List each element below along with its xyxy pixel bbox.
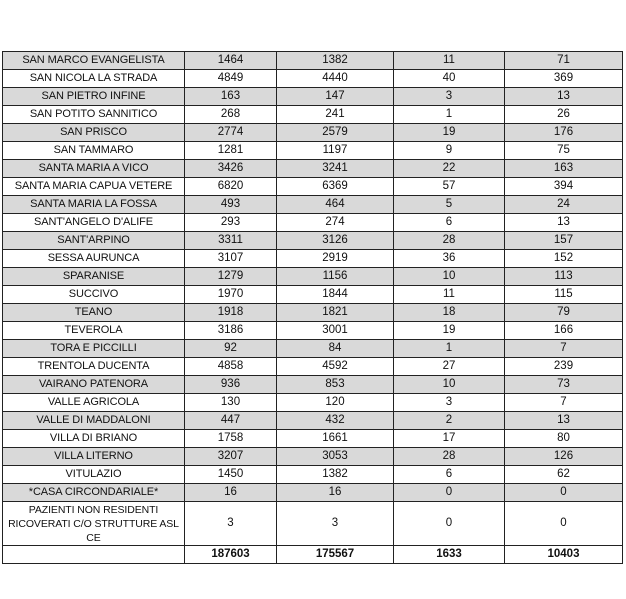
table-row [3, 502, 623, 546]
value-cell-2: 3241 [277, 160, 394, 178]
value-cell-1: 447 [185, 412, 277, 430]
value-cell-3: 19 [394, 124, 505, 142]
municipality-name-cell: SANTA MARIA A VICO [3, 160, 185, 178]
value-cell-2: 2579 [277, 124, 394, 142]
municipality-name-cell: SAN POTITO SANNITICO [3, 106, 185, 124]
value-cell-3: 5 [394, 196, 505, 214]
municipality-name-cell: VILLA LITERNO [3, 448, 185, 466]
value-cell-1: 3 [185, 502, 277, 546]
value-cell-3: 9 [394, 142, 505, 160]
value-cell-1: 163 [185, 88, 277, 106]
municipality-name-cell: VITULAZIO [3, 466, 185, 484]
value-cell-3: 28 [394, 232, 505, 250]
value-cell-3: 6 [394, 214, 505, 232]
value-cell-4: 115 [505, 286, 623, 304]
value-cell-2: 4440 [277, 70, 394, 88]
municipality-name-cell: VAIRANO PATENORA [3, 376, 185, 394]
table-row [3, 70, 623, 88]
value-cell-4: 80 [505, 430, 623, 448]
municipality-name-cell: SUCCIVO [3, 286, 185, 304]
value-cell-4: 239 [505, 358, 623, 376]
value-cell-3: 3 [394, 394, 505, 412]
value-cell-4: 163 [505, 160, 623, 178]
value-cell-3: 10 [394, 376, 505, 394]
value-cell-4: 126 [505, 448, 623, 466]
value-cell-4: 71 [505, 52, 623, 70]
total-cell-1: 187603 [185, 546, 277, 564]
value-cell-1: 1281 [185, 142, 277, 160]
value-cell-2: 1661 [277, 430, 394, 448]
table-row [3, 484, 623, 502]
value-cell-1: 4849 [185, 70, 277, 88]
table-row [3, 232, 623, 250]
municipality-name-cell: SAN MARCO EVANGELISTA [3, 52, 185, 70]
value-cell-3: 11 [394, 52, 505, 70]
municipality-name-cell: SAN NICOLA LA STRADA [3, 70, 185, 88]
value-cell-1: 4858 [185, 358, 277, 376]
value-cell-1: 6820 [185, 178, 277, 196]
value-cell-1: 3186 [185, 322, 277, 340]
municipality-name-cell: TRENTOLA DUCENTA [3, 358, 185, 376]
value-cell-3: 6 [394, 466, 505, 484]
totals-label-cell [3, 546, 185, 564]
value-cell-1: 1970 [185, 286, 277, 304]
municipality-name-cell: SANTA MARIA LA FOSSA [3, 196, 185, 214]
table-row [3, 214, 623, 232]
table-row [3, 178, 623, 196]
value-cell-3: 11 [394, 286, 505, 304]
municipality-name-cell: TORA E PICCILLI [3, 340, 185, 358]
value-cell-2: 274 [277, 214, 394, 232]
value-cell-4: 0 [505, 502, 623, 546]
value-cell-1: 92 [185, 340, 277, 358]
value-cell-4: 26 [505, 106, 623, 124]
value-cell-2: 3053 [277, 448, 394, 466]
table-row [3, 124, 623, 142]
municipality-name-cell: *CASA CIRCONDARIALE* [3, 484, 185, 502]
value-cell-1: 3207 [185, 448, 277, 466]
value-cell-2: 464 [277, 196, 394, 214]
value-cell-2: 3001 [277, 322, 394, 340]
value-cell-2: 1382 [277, 52, 394, 70]
municipality-name-cell: TEVEROLA [3, 322, 185, 340]
value-cell-1: 16 [185, 484, 277, 502]
value-cell-1: 936 [185, 376, 277, 394]
value-cell-4: 157 [505, 232, 623, 250]
value-cell-3: 17 [394, 430, 505, 448]
municipality-name-cell: SAN TAMMARO [3, 142, 185, 160]
value-cell-1: 3311 [185, 232, 277, 250]
table-row [3, 160, 623, 178]
value-cell-3: 40 [394, 70, 505, 88]
municipality-name-cell: SANT'ANGELO D'ALIFE [3, 214, 185, 232]
value-cell-3: 19 [394, 322, 505, 340]
value-cell-4: 113 [505, 268, 623, 286]
value-cell-4: 73 [505, 376, 623, 394]
municipality-name-cell: VILLA DI BRIANO [3, 430, 185, 448]
total-cell-3: 1633 [394, 546, 505, 564]
value-cell-2: 1844 [277, 286, 394, 304]
value-cell-1: 2774 [185, 124, 277, 142]
value-cell-1: 1279 [185, 268, 277, 286]
value-cell-4: 13 [505, 214, 623, 232]
value-cell-4: 369 [505, 70, 623, 88]
value-cell-4: 62 [505, 466, 623, 484]
table-body [3, 52, 623, 564]
value-cell-1: 130 [185, 394, 277, 412]
value-cell-2: 3126 [277, 232, 394, 250]
value-cell-4: 24 [505, 196, 623, 214]
table-row [3, 412, 623, 430]
value-cell-2: 1156 [277, 268, 394, 286]
municipality-name-cell: SAN PRISCO [3, 124, 185, 142]
table-row [3, 340, 623, 358]
value-cell-2: 2919 [277, 250, 394, 268]
value-cell-4: 79 [505, 304, 623, 322]
value-cell-1: 493 [185, 196, 277, 214]
value-cell-2: 4592 [277, 358, 394, 376]
value-cell-3: 1 [394, 106, 505, 124]
table-row [3, 106, 623, 124]
value-cell-3: 1 [394, 340, 505, 358]
municipality-name-cell: VALLE AGRICOLA [3, 394, 185, 412]
municipality-name-cell: SPARANISE [3, 268, 185, 286]
value-cell-4: 166 [505, 322, 623, 340]
table-row [3, 466, 623, 484]
municipality-name-cell: PAZIENTI NON RESIDENTI RICOVERATI C/O STRUTTURE ASL CE [3, 502, 185, 546]
table-row [3, 250, 623, 268]
value-cell-1: 1758 [185, 430, 277, 448]
table-row [3, 448, 623, 466]
municipality-name-cell: SESSA AURUNCA [3, 250, 185, 268]
value-cell-1: 3426 [185, 160, 277, 178]
value-cell-4: 152 [505, 250, 623, 268]
value-cell-4: 7 [505, 340, 623, 358]
municipality-name-cell: SANTA MARIA CAPUA VETERE [3, 178, 185, 196]
municipality-data-table [2, 51, 623, 564]
value-cell-3: 27 [394, 358, 505, 376]
value-cell-4: 13 [505, 88, 623, 106]
table-row [3, 286, 623, 304]
value-cell-3: 22 [394, 160, 505, 178]
table-row [3, 304, 623, 322]
value-cell-4: 176 [505, 124, 623, 142]
table-row [3, 358, 623, 376]
value-cell-2: 241 [277, 106, 394, 124]
value-cell-1: 1450 [185, 466, 277, 484]
total-cell-2: 175567 [277, 546, 394, 564]
value-cell-2: 16 [277, 484, 394, 502]
value-cell-1: 1464 [185, 52, 277, 70]
total-cell-4: 10403 [505, 546, 623, 564]
table-row [3, 88, 623, 106]
value-cell-2: 6369 [277, 178, 394, 196]
totals-row [3, 546, 623, 564]
table-row [3, 394, 623, 412]
table-row [3, 268, 623, 286]
value-cell-3: 10 [394, 268, 505, 286]
value-cell-4: 394 [505, 178, 623, 196]
table-row [3, 430, 623, 448]
value-cell-1: 268 [185, 106, 277, 124]
value-cell-3: 36 [394, 250, 505, 268]
table-row [3, 376, 623, 394]
value-cell-3: 3 [394, 88, 505, 106]
value-cell-2: 1382 [277, 466, 394, 484]
value-cell-4: 75 [505, 142, 623, 160]
municipality-name-cell: TEANO [3, 304, 185, 322]
value-cell-2: 147 [277, 88, 394, 106]
table-row [3, 52, 623, 70]
value-cell-2: 853 [277, 376, 394, 394]
value-cell-2: 432 [277, 412, 394, 430]
value-cell-4: 13 [505, 412, 623, 430]
value-cell-2: 120 [277, 394, 394, 412]
value-cell-3: 0 [394, 502, 505, 546]
value-cell-3: 28 [394, 448, 505, 466]
value-cell-2: 1821 [277, 304, 394, 322]
value-cell-3: 0 [394, 484, 505, 502]
table-row [3, 142, 623, 160]
value-cell-4: 7 [505, 394, 623, 412]
value-cell-3: 57 [394, 178, 505, 196]
value-cell-2: 3 [277, 502, 394, 546]
table-row [3, 322, 623, 340]
value-cell-1: 3107 [185, 250, 277, 268]
value-cell-1: 293 [185, 214, 277, 232]
value-cell-3: 2 [394, 412, 505, 430]
municipality-name-cell: VALLE DI MADDALONI [3, 412, 185, 430]
value-cell-2: 84 [277, 340, 394, 358]
table-row [3, 196, 623, 214]
value-cell-4: 0 [505, 484, 623, 502]
municipality-name-cell: SAN PIETRO INFINE [3, 88, 185, 106]
municipality-name-cell: SANT'ARPINO [3, 232, 185, 250]
value-cell-1: 1918 [185, 304, 277, 322]
value-cell-3: 18 [394, 304, 505, 322]
value-cell-2: 1197 [277, 142, 394, 160]
